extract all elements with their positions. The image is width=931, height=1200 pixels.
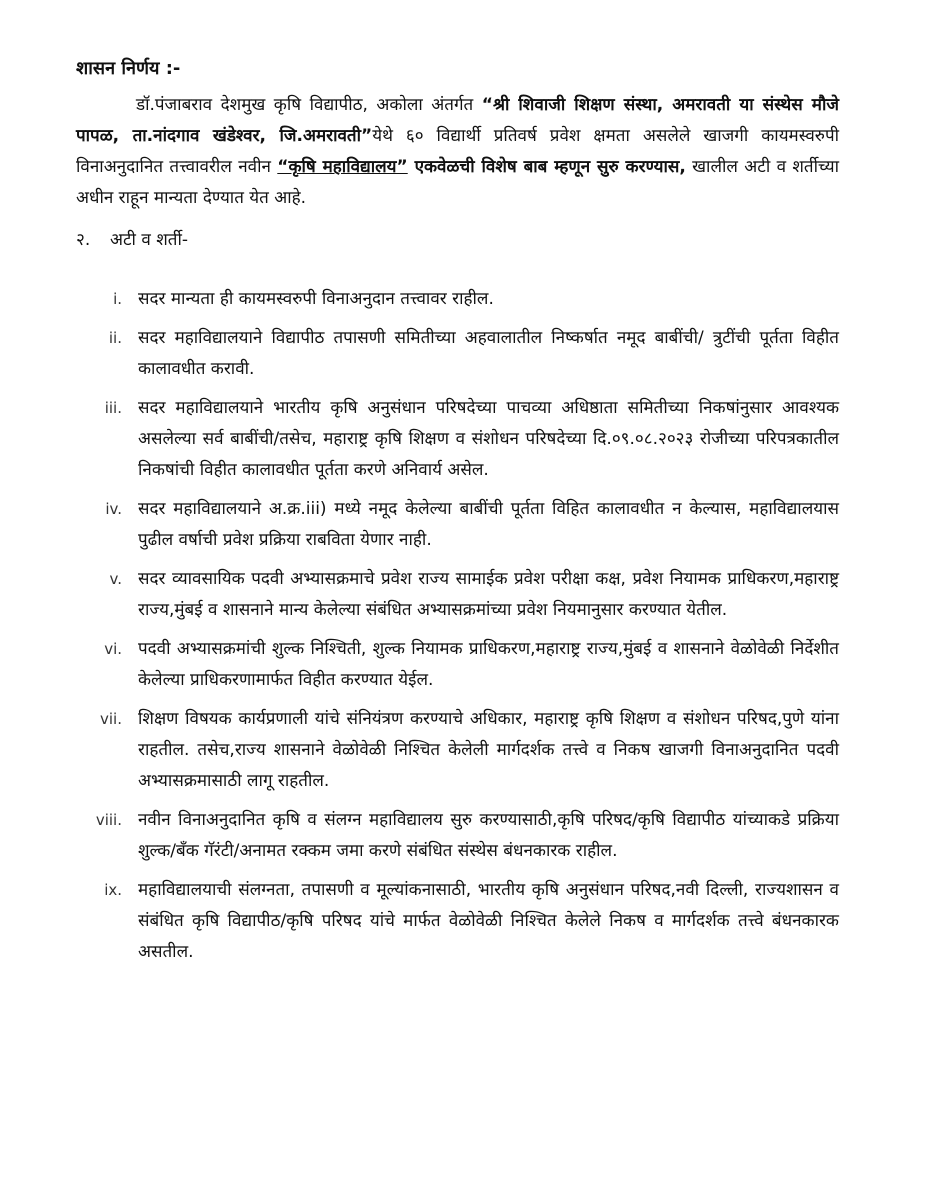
condition-item xyxy=(76,634,839,696)
condition-item xyxy=(76,564,839,626)
condition-number: v. xyxy=(109,570,122,588)
conditions-title xyxy=(76,226,839,254)
intro-text-3: खालील अटी व शर्तीच्या अधीन राहून मान्यता देण्यात येत आहे. xyxy=(76,157,840,208)
intro-paragraph xyxy=(76,90,839,214)
condition-item xyxy=(76,704,839,797)
section-title-text: अटी व शर्ती- xyxy=(110,230,189,250)
condition-item xyxy=(76,323,839,385)
condition-number: iii. xyxy=(104,399,122,417)
intro-text-2: येथे ६० विद्यार्थी प्रतिवर्ष प्रवेश क्षमता असलेले खाजगी कायमस्वरुपी विनाअनुदानित तत्त्वावरील नवीन xyxy=(76,126,840,177)
conditions-list xyxy=(76,284,839,968)
condition-text: सदर महाविद्यालयाने अ.क्र.iii) मध्ये नमूद केलेल्या बाबींची पूर्तता विहित कालावधीत न केल्यास, महाविद्यालयास पुढील वर्षाची प्रवेश प्रक्रिया राबविता येणार नाही. xyxy=(138,499,839,550)
section-number: २. xyxy=(76,230,91,250)
special-case-text: एकवेळची विशेष बाब म्हणून सुरु करण्यास, xyxy=(407,157,686,177)
condition-text: नवीन विनाअनुदानित कृषि व संलग्न महाविद्यालय सुरु करण्यासाठी,कृषि परिषद/कृषि विद्यापीठ यांच्याकडे प्रक्रिया शुल्क/बँक गॅरंटी/अनामत रक्कम जमा करणे संबंधित संस्थेस बंधनकारक राहील. xyxy=(138,810,839,861)
college-name: “कृषि महाविद्यालय” xyxy=(277,157,408,177)
intro-text-1: डॉ.पंजाबराव देशमुख कृषि विद्यापीठ, अकोला अंतर्गत xyxy=(136,95,482,115)
section-heading: शासन निर्णय :- xyxy=(76,58,181,79)
condition-text: सदर महाविद्यालयाने भारतीय कृषि अनुसंधान परिषदेच्या पाचव्या अधिष्ठाता समितीच्या निकषांनुसार आवश्यक असलेल्या सर्व बाबींची/तसेच, महाराष्ट्र कृषि शिक्षण व संशोधन परिषदेच्या दि.०९.०८.२०२३ रोजीच्या परिपत्रकातील निकषांची विहीत कालावधीत पूर्तता करणे अनिवार्य असेल. xyxy=(138,398,839,480)
condition-number: vi. xyxy=(104,640,122,658)
condition-item xyxy=(76,805,839,867)
condition-text: सदर मान्यता ही कायमस्वरुपी विनाअनुदान तत्त्वावर राहील. xyxy=(138,289,494,309)
condition-number: viii. xyxy=(95,811,122,829)
condition-number: iv. xyxy=(105,500,122,518)
condition-item xyxy=(76,284,839,315)
institution-name: “श्री शिवाजी शिक्षण संस्था, अमरावती या संस्थेस मौजे पापळ, ता.नांदगाव खंडेश्वर, जि.अमरावती” xyxy=(76,95,839,146)
condition-number: ix. xyxy=(104,881,122,899)
condition-text: पदवी अभ्यासक्रमांची शुल्क निश्चिती, शुल्क नियामक प्राधिकरण,महाराष्ट्र राज्य,मुंबई व शासनाने वेळोवेळी निर्देशीत केलेल्या प्राधिकरणामार्फत विहीत करण्यात येईल. xyxy=(138,639,839,690)
condition-text: सदर महाविद्यालयाने विद्यापीठ तपासणी समितीच्या अहवालातील निष्कर्षात नमूद बाबींची/ त्रुटींची पूर्तता विहीत कालावधीत करावी. xyxy=(138,328,839,379)
condition-text: शिक्षण विषयक कार्यप्रणाली यांचे संनियंत्रण करण्याचे अधिकार, महाराष्ट्र कृषि शिक्षण व संशोधन परिषद,पुणे यांना राहतील. तसेच,राज्य शासनाने वेळोवेळी निश्चित केलेली मार्गदर्शक तत्त्वे व निकष खाजगी विनाअनुदानित पदवी अभ्यासक्रमासाठी लागू राहतील. xyxy=(138,709,839,791)
condition-text: महाविद्यालयाची संलग्नता, तपासणी व मूल्यांकनासाठी, भारतीय कृषि अनुसंधान परिषद,नवी दिल्ली, राज्यशासन व संबंधित कृषि विद्यापीठ/कृषि परिषद यांचे मार्फत वेळोवेळी निश्चित केलेले निकष व मार्गदर्शक तत्त्वे बंधनकारक असतील. xyxy=(138,880,839,962)
condition-number: vii. xyxy=(100,710,122,728)
condition-number: ii. xyxy=(108,329,122,347)
condition-item xyxy=(76,494,839,556)
condition-item xyxy=(76,393,839,486)
condition-item xyxy=(76,875,839,968)
condition-number: i. xyxy=(113,290,122,308)
condition-text: सदर व्यावसायिक पदवी अभ्यासक्रमाचे प्रवेश राज्य सामाईक प्रवेश परीक्षा कक्ष, प्रवेश नियामक प्राधिकरण,महाराष्ट्र राज्य,मुंबई व शासनाने मान्य केलेल्या संबंधित अभ्यासक्रमांच्या प्रवेश नियमानुसार करण्यात येतील. xyxy=(138,569,839,620)
